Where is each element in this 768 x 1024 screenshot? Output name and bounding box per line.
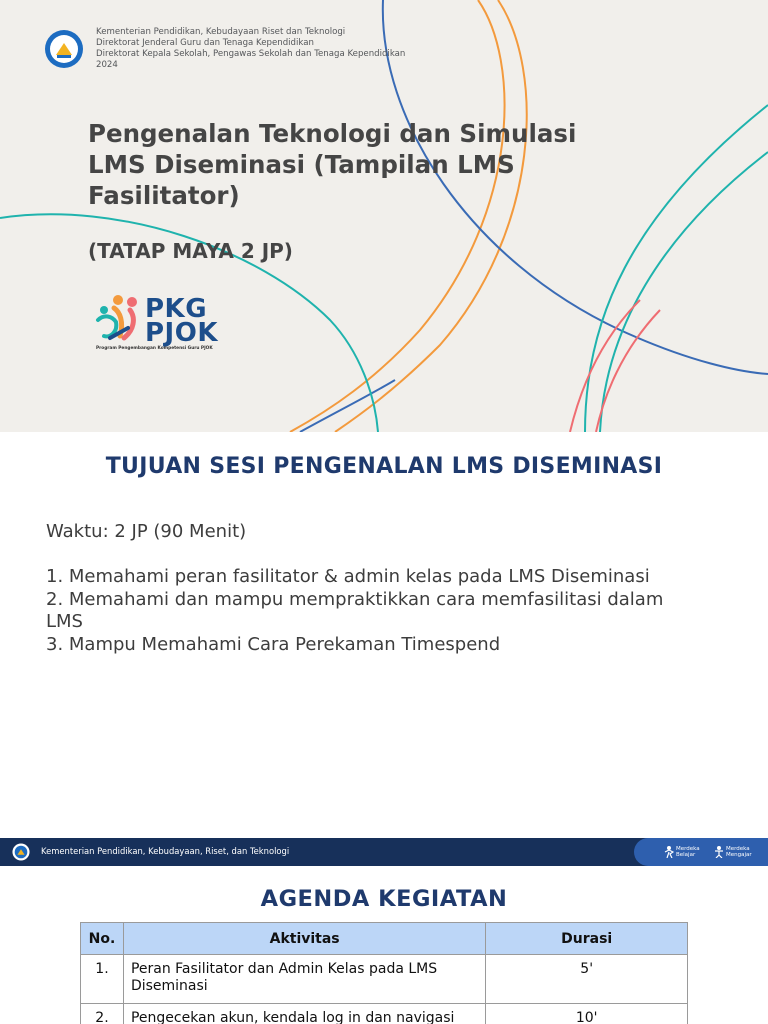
merdeka-belajar-icon	[664, 846, 674, 858]
header-no: No.	[81, 923, 124, 955]
header-activity: Aktivitas	[123, 923, 485, 955]
agenda-table	[80, 922, 688, 1024]
goal-item: 2. Memahami dan mampu mempraktikkan cara memfasilitasi dalam LMS	[46, 588, 664, 632]
year-line: 2024	[96, 60, 118, 70]
logo-tagline: Program Pengembangan Kompetensi Guru PJOK	[96, 346, 213, 351]
badge-line: Merdeka	[726, 846, 750, 852]
cover-slide	[0, 0, 768, 432]
cell-activity: Pengecekan akun, kendala log in dan navigasi	[123, 1004, 485, 1024]
badge-line: Merdeka	[676, 846, 700, 852]
badge-line: Mengajar	[726, 851, 752, 858]
cover-title: Pengenalan Teknologi dan Simulasi LMS Diseminasi (Tampilan LMS Fasilitator)	[88, 119, 577, 210]
merdeka-mengajar-badge	[726, 847, 752, 858]
objectives-slide	[0, 432, 768, 838]
header-duration: Durasi	[486, 923, 688, 955]
footer-ministry-name: Kementerian Pendidikan, Kebudayaan, Riset, dan Teknologi	[41, 846, 290, 856]
table-header-row	[81, 923, 688, 955]
ministry-footer-bar	[0, 838, 768, 866]
goal-item: 1. Memahami peran fasilitator & admin kelas pada LMS Diseminasi	[46, 566, 650, 587]
merdeka-belajar-badge	[676, 847, 700, 858]
badge-line: Belajar	[676, 851, 696, 858]
session-time: Waktu: 2 JP (90 Menit)	[46, 521, 247, 542]
objectives-title: TUJUAN SESI PENGENALAN LMS DISEMINASI	[105, 454, 663, 479]
directorate-line: Direktorat Jenderal Guru dan Tenaga Kependidikan	[96, 38, 314, 48]
table-row	[81, 955, 688, 1004]
cell-duration: 5'	[486, 955, 688, 1004]
logo-text-pjok: PJOK	[145, 318, 218, 348]
agenda-title: AGENDA KEGIATAN	[260, 886, 508, 912]
ministry-header	[96, 27, 405, 71]
kemdikbud-footer-logo-icon	[12, 843, 30, 861]
logo-text-pkg: PKG	[145, 294, 208, 324]
cell-duration: 10'	[486, 1004, 688, 1024]
objectives-body	[46, 521, 706, 656]
merdeka-mengajar-icon	[714, 846, 724, 858]
cover-subtitle: (TATAP MAYA 2 JP)	[88, 239, 293, 263]
sub-directorate-line: Direktorat Kepala Sekolah, Pengawas Sekolah dan Tenaga Kependidikan	[96, 49, 406, 59]
table-row	[81, 1004, 688, 1024]
goal-item: 3. Mampu Memahami Cara Perekaman Timespend	[46, 633, 501, 655]
cell-no: 1.	[81, 955, 124, 1004]
cell-activity: Peran Fasilitator dan Admin Kelas pada LMS Diseminasi	[123, 955, 485, 1004]
kemdikbud-logo-icon	[44, 29, 84, 69]
ministry-line: Kementerian Pendidikan, Kebudayaan Riset dan Teknologi	[96, 27, 346, 37]
cell-no: 2.	[81, 1004, 124, 1024]
agenda-slide	[0, 866, 768, 1024]
